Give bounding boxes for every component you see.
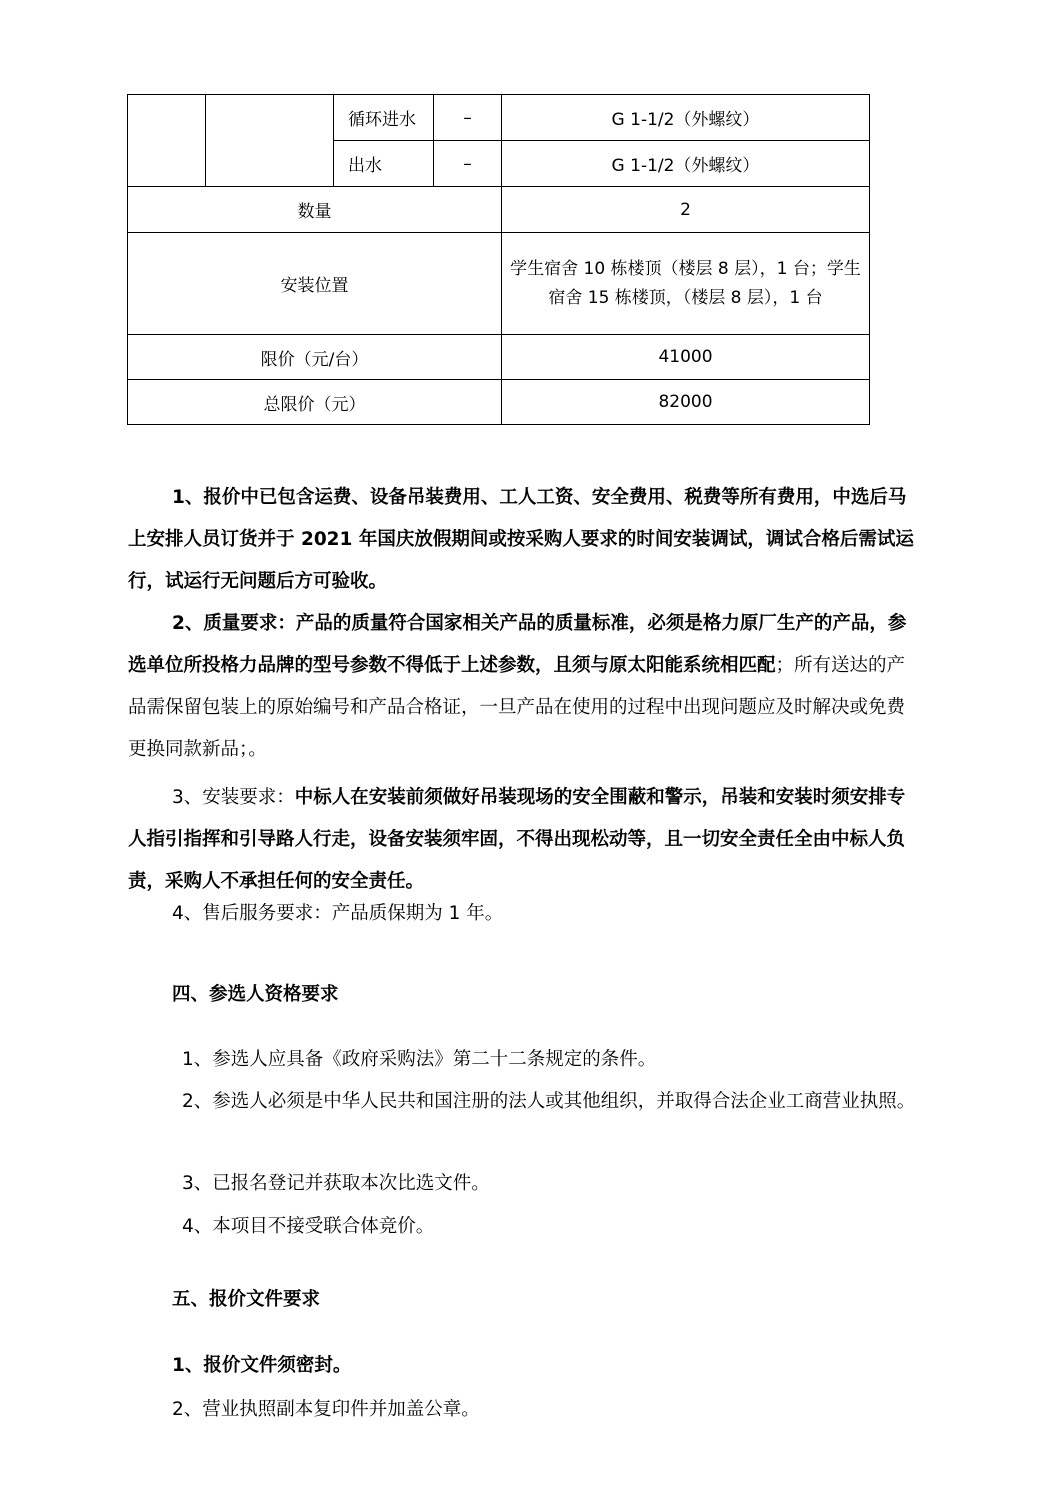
list-item: 1、报价文件须密封。 <box>172 1355 352 1376</box>
requirement-paragraph-4: 4、售后服务要求：产品质保期为 1 年。 <box>172 903 504 924</box>
section-4-title: 四、参选人资格要求 <box>172 984 339 1005</box>
total-price-value: 82000 <box>502 380 870 425</box>
spec-table <box>127 94 870 425</box>
install-requirement-lead: 3、安装要求： <box>172 787 295 808</box>
location-value: 学生宿舍 10 栋楼顶（楼层 8 层），1 台；学生宿舍 15 栋楼顶，（楼层 8 层），1 台 <box>510 258 861 308</box>
table-row <box>128 95 870 141</box>
requirement-paragraph-2 <box>128 603 923 771</box>
table-row <box>128 335 870 380</box>
install-requirement-bold: 中标人在安装前须做好吊装现场的安全围蔽和警示，吊装和安装时须安排专人指引指挥和引导路人行走，设备安装须牢固，不得出现松动等，且一切安全责任全由中标人负责，采购人不承担任何的安全责任。 <box>128 787 906 892</box>
location-label: 安装位置 <box>128 233 502 335</box>
table-cell: – <box>434 141 502 187</box>
table-cell: – <box>434 95 502 141</box>
list-item: 4、本项目不接受联合体竞价。 <box>182 1216 435 1237</box>
requirement-paragraph-3 <box>128 777 923 903</box>
table-cell: G 1-1/2（外螺纹） <box>502 141 870 187</box>
table-cell: G 1-1/2（外螺纹） <box>502 95 870 141</box>
table-row <box>128 233 870 335</box>
table-cell <box>206 95 334 187</box>
list-item: 2、参选人必须是中华人民共和国注册的法人或其他组织，并取得合法企业工商营业执照。 <box>182 1091 916 1112</box>
unit-price-value: 41000 <box>502 335 870 380</box>
requirement-paragraph-1: 1、报价中已包含运费、设备吊装费用、工人工资、安全费用、税费等所有费用，中选后马上安排人员订货并于 2021 年国庆放假期间或按采购人要求的时间安装调试，调试合格后需试运行，试运行无问题后方可验收。 <box>128 487 914 592</box>
quantity-label: 数量 <box>128 187 502 233</box>
table-row <box>128 187 870 233</box>
section-5-title: 五、报价文件要求 <box>172 1289 321 1310</box>
location-cell <box>502 233 870 335</box>
total-price-label: 总限价（元） <box>128 380 502 425</box>
quality-requirement-rest: ；所有送达的产品需保留包装上的原始编号和产品合格证，一旦产品在使用的过程中出现问题应及时解决或免费更换同款新品；。 <box>128 655 906 760</box>
list-item: 1、参选人应具备《政府采购法》第二十二条规定的条件。 <box>182 1049 657 1070</box>
list-item: 3、已报名登记并获取本次比选文件。 <box>182 1173 490 1194</box>
quantity-value: 2 <box>502 187 870 233</box>
table-row <box>128 380 870 425</box>
table-cell <box>128 95 206 187</box>
quality-requirement-bold: 2、质量要求：产品的质量符合国家相关产品的质量标准，必须是格力原厂生产的产品，参选单位所投格力品牌的型号参数不得低于上述参数，且须与原太阳能系统相匹配 <box>128 613 907 676</box>
table-cell: 循环进水 <box>334 95 434 141</box>
table-cell: 出水 <box>334 141 434 187</box>
unit-price-label: 限价（元/台） <box>128 335 502 380</box>
list-item: 2、营业执照副本复印件并加盖公章。 <box>172 1399 480 1420</box>
